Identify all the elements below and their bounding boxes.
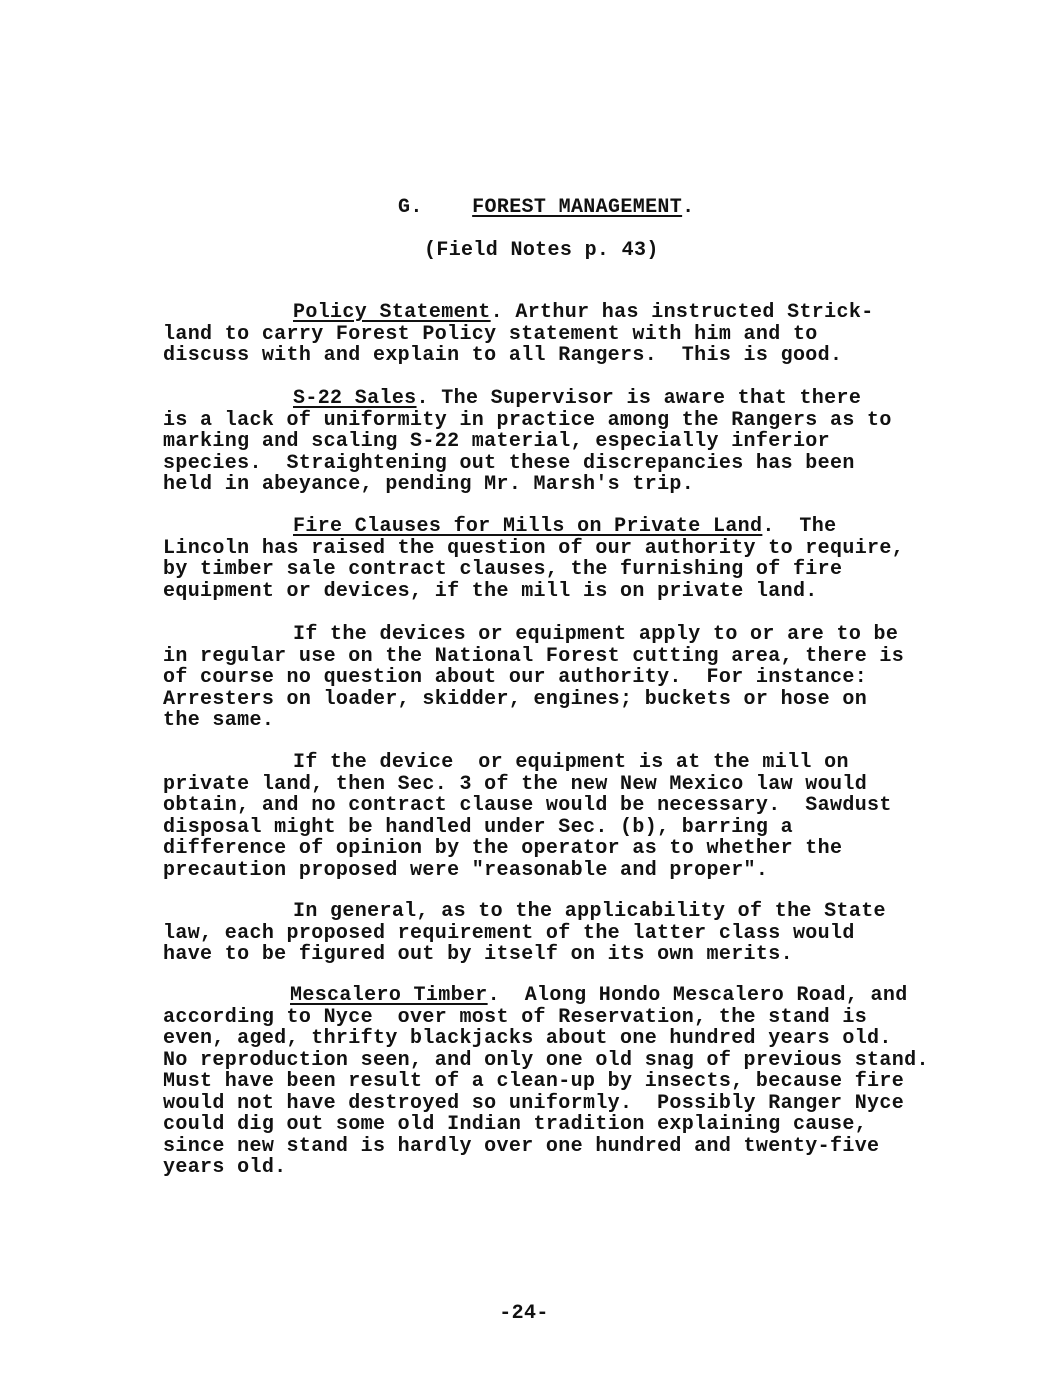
paragraph-line: In general, as to the applicability of the State xyxy=(293,900,886,923)
page-number: -24- xyxy=(499,1302,549,1325)
paragraph-line: Lincoln has raised the question of our authority to require, xyxy=(163,536,905,560)
paragraph-line: according to Nyce over most of Reservation, the stand is xyxy=(163,1005,868,1029)
paragraph-line: land to carry Forest Policy statement with him and to xyxy=(163,322,818,346)
paragraph-line: even, aged, thrifty blackjacks about one hundred years old. xyxy=(163,1027,892,1050)
paragraph-line: species. Straightening out these discrepancies has been xyxy=(163,451,855,475)
paragraph-line: held in abeyance, pending Mr. Marsh's trip. xyxy=(163,473,695,496)
paragraph-line: by timber sale contract clauses, the furnishing of fire xyxy=(163,558,843,581)
paragraph-line: discuss with and explain to all Rangers. This is good. xyxy=(163,344,843,367)
section-title-suffix: . xyxy=(682,196,695,219)
paragraph-title: S-22 Sales xyxy=(293,387,417,410)
paragraph-s22-sales-first-line: S-22 Sales. The Supervisor is aware that there xyxy=(293,387,862,410)
paragraph-title: Mescalero Timber xyxy=(290,984,488,1007)
section-letter: G. xyxy=(398,196,423,219)
paragraph-line: would not have destroyed so uniformly. Possibly Ranger Nyce xyxy=(163,1091,905,1115)
paragraph-fire-clauses-first-line: Fire Clauses for Mills on Private Land. The xyxy=(293,515,837,538)
paragraph-line: in regular use on the National Forest cutting area, there is xyxy=(163,644,905,668)
paragraph-policy-statement-first-line: Policy Statement. Arthur has instructed Strick- xyxy=(293,301,874,324)
paragraph-line: obtain, and no contract clause would be necessary. Sawdust xyxy=(163,794,892,817)
paragraph-mescalero-timber-first-line: Mescalero Timber. Along Hondo Mescalero Road, and xyxy=(290,984,908,1007)
paragraph-line: law, each proposed requirement of the latter class would xyxy=(163,921,855,945)
paragraph-line: marking and scaling S-22 material, especially inferior xyxy=(163,430,831,453)
paragraph-line: could dig out some old Indian tradition explaining cause, xyxy=(163,1113,868,1136)
paragraph-line: have to be figured out by itself on its own merits. xyxy=(163,943,793,966)
paragraph-line: the same. xyxy=(163,709,275,732)
paragraph-line: since new stand is hardly over one hundred and twenty-five xyxy=(163,1134,880,1158)
paragraph-title: Fire Clauses for Mills on Private Land xyxy=(293,515,763,538)
paragraph-line: No reproduction seen, and only one old snag of previous stand. xyxy=(163,1048,929,1072)
section-heading xyxy=(398,196,694,219)
section-subtitle: (Field Notes p. 43) xyxy=(424,239,659,262)
paragraph-line: disposal might be handled under Sec. (b), barring a xyxy=(163,815,793,839)
paragraph-line: If the device or equipment is at the mill on xyxy=(293,751,849,774)
section-title: FOREST MANAGEMENT xyxy=(472,196,683,219)
paragraph-line: Must have been result of a clean-up by insects, because fire xyxy=(163,1070,905,1093)
paragraph-line: of course no question about our authority. For instance: xyxy=(163,666,868,689)
paragraph-line: precaution proposed were "reasonable and proper". xyxy=(163,858,769,882)
paragraph-line: difference of opinion by the operator as to whether the xyxy=(163,837,843,860)
paragraph-line: If the devices or equipment apply to or are to be xyxy=(293,623,899,646)
paragraph-title: Policy Statement xyxy=(293,301,491,324)
paragraph-line: Arresters on loader, skidder, engines; buckets or hose on xyxy=(163,687,868,711)
paragraph-line: private land, then Sec. 3 of the new New Mexico law would xyxy=(163,772,868,796)
paragraph-line: equipment or devices, if the mill is on private land. xyxy=(163,579,818,603)
paragraph-line: years old. xyxy=(163,1156,287,1179)
paragraph-line: is a lack of uniformity in practice among the Rangers as to xyxy=(163,408,892,432)
